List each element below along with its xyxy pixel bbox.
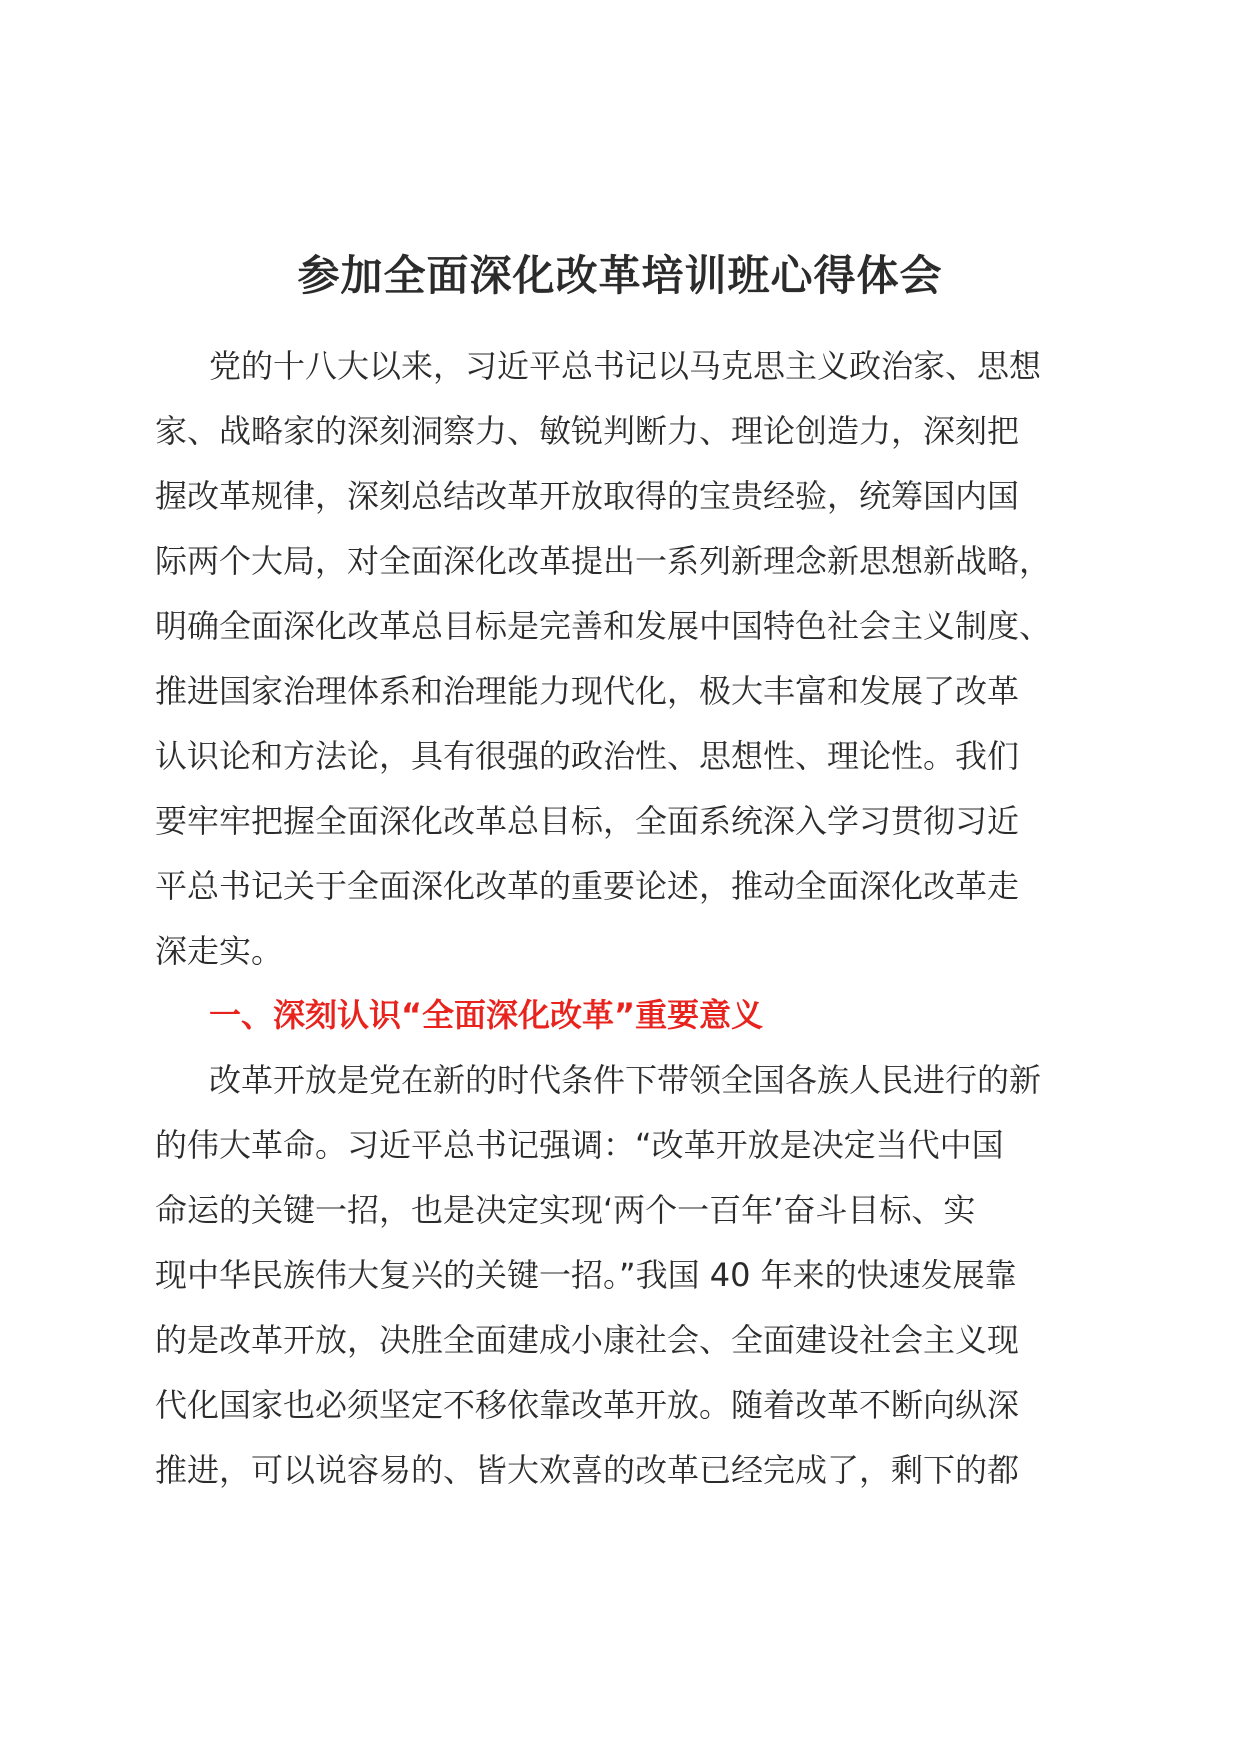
text-line: 家、战略家的深刻洞察力、敏锐判断力、理论创造力，深刻把 <box>155 412 1020 450</box>
text-line: 深走实。 <box>155 932 284 970</box>
document-title: 参加全面深化改革培训班心得体会 <box>297 251 943 300</box>
text-line: 推进国家治理体系和治理能力现代化，极大丰富和发展了改革 <box>155 672 1020 710</box>
text-line: 明确全面深化改革总目标是完善和发展中国特色社会主义制度、 <box>155 607 1052 645</box>
text-line: 的是改革开放，决胜全面建成小康社会、全面建设社会主义现 <box>155 1321 1020 1359</box>
text-line: 际两个大局，对全面深化改革提出一系列新理念新思想新战略， <box>155 542 1052 580</box>
text-line: 代化国家也必须坚定不移依靠改革开放。随着改革不断向纵深 <box>155 1386 1020 1424</box>
text-line: 握改革规律，深刻总结改革开放取得的宝贵经验，统筹国内国 <box>155 477 1020 515</box>
text-line: 推进，可以说容易的、皆大欢喜的改革已经完成了，剩下的都 <box>155 1451 1020 1489</box>
text-line: 的伟大革命。习近平总书记强调：“改革开放是决定当代中国 <box>155 1126 1004 1164</box>
paragraph-intro <box>155 334 1085 984</box>
text-line: 现中华民族伟大复兴的关键一招。”我国 40 年来的快速发展靠 <box>155 1256 1017 1294</box>
text-line: 要牢牢把握全面深化改革总目标，全面系统深入学习贯彻习近 <box>155 802 1020 840</box>
paragraph-section-1 <box>155 1048 1085 1503</box>
text-line: 认识论和方法论，具有很强的政治性、思想性、理论性。我们 <box>155 737 1020 775</box>
text-line: 改革开放是党在新的时代条件下带领全国各族人民进行的新 <box>209 1061 1042 1099</box>
section-heading: 一、深刻认识“全面深化改革”重要意义 <box>209 996 764 1034</box>
text-line: 党的十八大以来，习近平总书记以马克思主义政治家、思想 <box>209 347 1042 385</box>
text-line: 平总书记关于全面深化改革的重要论述，推动全面深化改革走 <box>155 867 1020 905</box>
text-line: 命运的关键一招，也是决定实现‘两个一百年’奋斗目标、实 <box>155 1191 976 1229</box>
